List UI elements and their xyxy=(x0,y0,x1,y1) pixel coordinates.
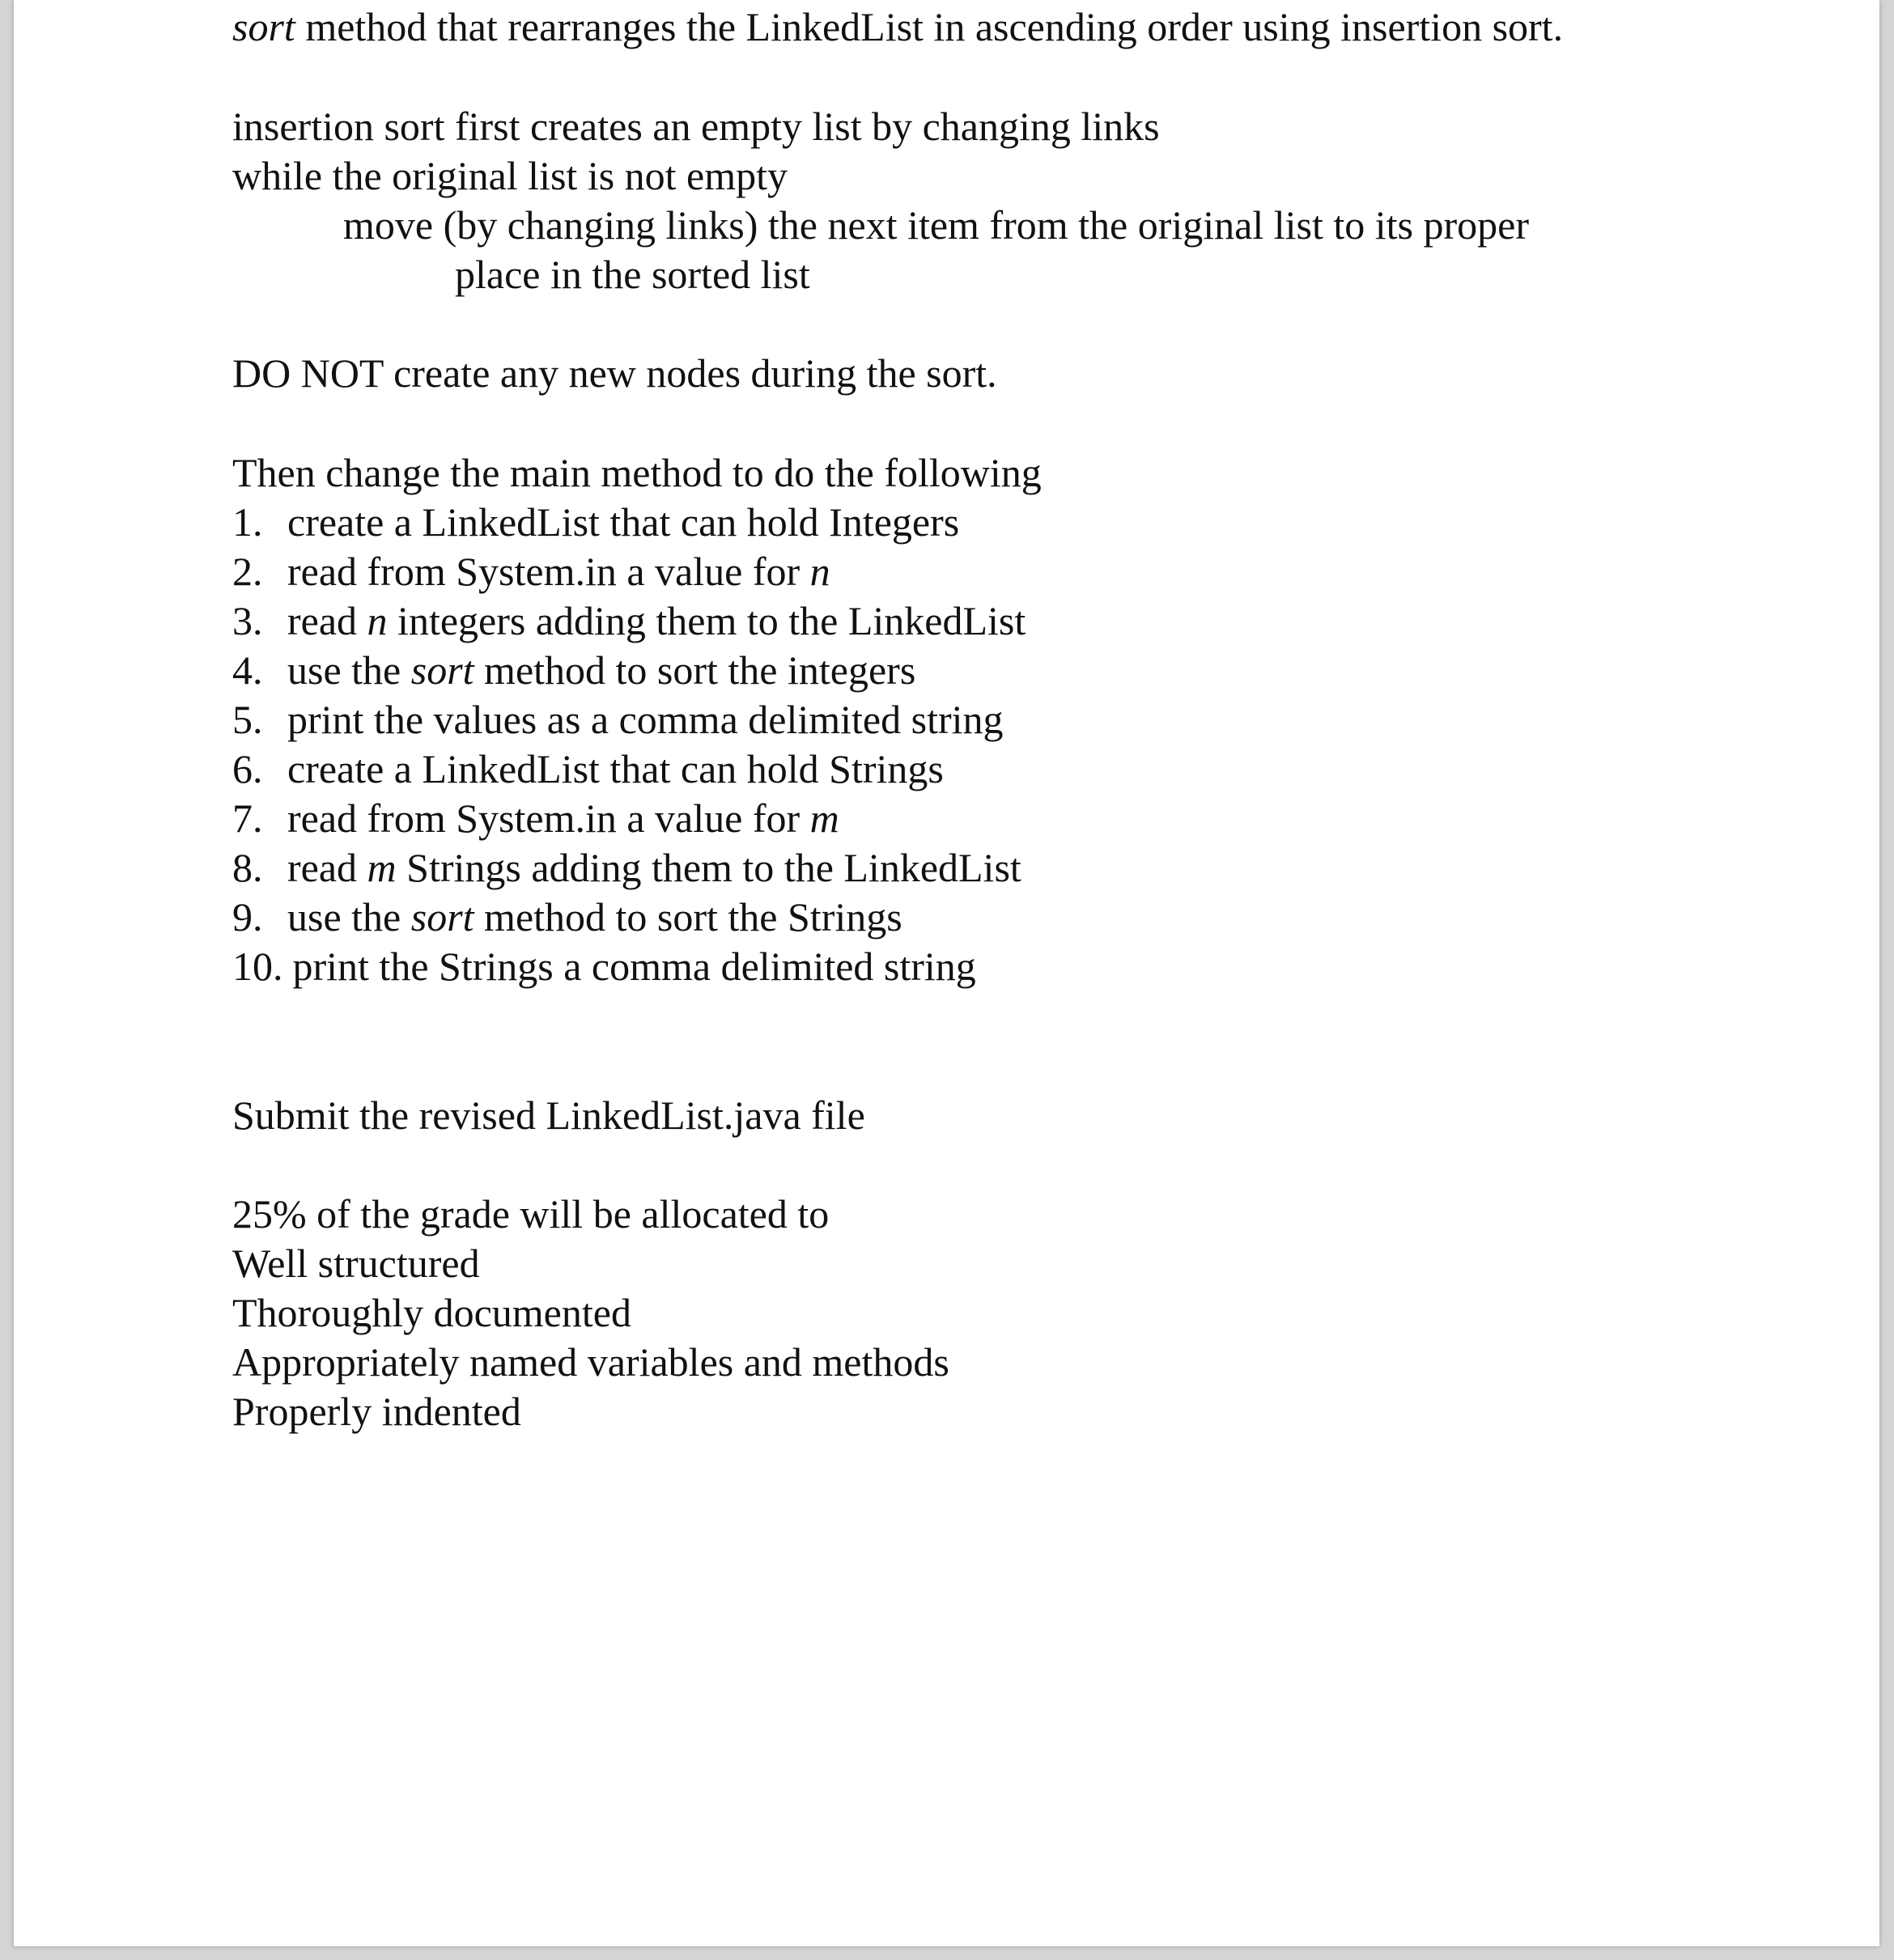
submit-text: Submit the revised LinkedList.java file xyxy=(232,1092,865,1138)
step-item: 2. read from System.in a value for n xyxy=(232,549,830,594)
step-item: 7. read from System.in a value for m xyxy=(232,795,839,841)
grading-item: Appropriately named variables and methods xyxy=(232,1339,949,1385)
step-item: 6. create a LinkedList that can hold Strings xyxy=(232,746,944,791)
grading-item: Properly indented xyxy=(232,1389,521,1434)
steps-heading: Then change the main method to do the following xyxy=(232,450,1042,495)
step-item: 10. print the Strings a comma delimited string xyxy=(232,944,976,989)
grading-item: Well structured xyxy=(232,1241,480,1286)
step-number: 8. xyxy=(232,845,263,890)
step-number: 6. xyxy=(232,746,263,791)
step-number: 5. xyxy=(232,697,263,742)
warning-text: DO NOT create any new nodes during the sort. xyxy=(232,350,997,396)
algorithm-line-4: place in the sorted list xyxy=(455,252,810,297)
step-number: 9. xyxy=(232,894,263,940)
algorithm-line-1: insertion sort first creates an empty list by changing links xyxy=(232,104,1160,149)
step-number: 3. xyxy=(232,598,263,643)
grading-item: Thoroughly documented xyxy=(232,1290,631,1335)
step-item: 1. create a LinkedList that can hold Integers xyxy=(232,499,960,545)
document-page xyxy=(14,0,1879,1946)
algorithm-line-2: while the original list is not empty xyxy=(232,153,788,198)
algorithm-line-3: move (by changing links) the next item from the original list to its proper xyxy=(343,202,1529,248)
step-item: 4. use the sort method to sort the integers xyxy=(232,647,916,693)
step-number: 4. xyxy=(232,647,263,693)
sort-method-name: sort xyxy=(232,4,295,49)
step-item: 5. print the values as a comma delimited string xyxy=(232,697,1004,742)
step-item: 3. read n integers adding them to the LinkedList xyxy=(232,598,1026,643)
step-number: 1. xyxy=(232,499,263,545)
intro-line xyxy=(232,6,1563,47)
step-number: 2. xyxy=(232,549,263,594)
step-item: 9. use the sort method to sort the Strings xyxy=(232,894,902,940)
step-item: 8. read m Strings adding them to the LinkedList xyxy=(232,845,1021,890)
step-number: 7. xyxy=(232,795,263,841)
intro-text: method that rearranges the LinkedList in ascending order using insertion sort. xyxy=(295,4,1564,49)
grading-heading: 25% of the grade will be allocated to xyxy=(232,1191,830,1237)
step-number: 10. xyxy=(232,944,283,989)
